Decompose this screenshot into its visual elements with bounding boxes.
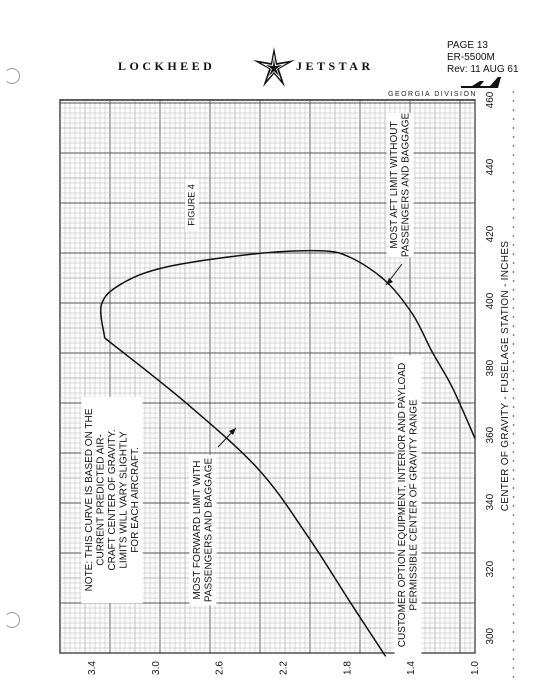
aft-limit-label-line: PASSENGERS AND BAGGAGE xyxy=(400,112,412,258)
x-tick-label: 300 xyxy=(485,627,496,645)
document-number: ER-5500M xyxy=(447,52,495,63)
y-tick-label: 1.0 xyxy=(470,661,481,675)
y-tick-label: 1.8 xyxy=(342,661,354,675)
note-text-line: CURRENT PREDICTED AIR- xyxy=(95,434,107,566)
x-axis-title: CENTER OF GRAVITY - FUSELAGE STATION - INCHES xyxy=(500,240,511,512)
revision-date: Rev: 11 AUG 61 xyxy=(447,64,519,75)
figure-label-line: FIGURE 4 xyxy=(186,184,197,226)
y-tick-label: 2.6 xyxy=(214,661,226,675)
note-text-line: FOR EACH AIRCRAFT. xyxy=(129,447,141,553)
y-tick-label: 3.4 xyxy=(86,661,98,675)
division-label: GEORGIA DIVISION xyxy=(388,91,477,98)
aft-limit-label xyxy=(387,113,414,258)
note-text-line: CRAFT CENTER OF GRAVITY. xyxy=(106,429,118,571)
x-tick-label: 460 xyxy=(485,91,496,109)
range-label-line: CUSTOMER OPTION EQUIPMENT, INTERIOR AND PAYLOAD xyxy=(397,362,409,648)
forward-limit-label-line: PASSENGERS AND BAGGAGE xyxy=(203,457,215,603)
figure-label xyxy=(185,179,199,232)
x-tick-label: 360 xyxy=(485,426,496,444)
range-label-line: PERMISSIBLE CENTER OF GRAVITY RANGE xyxy=(408,399,420,611)
logo-text-jetstar: JETSTAR xyxy=(296,59,374,73)
y-tick-label: 2.2 xyxy=(278,661,290,675)
x-tick-label: 400 xyxy=(485,292,496,310)
logo-text-lockheed: LOCKHEED xyxy=(118,59,216,73)
aft-limit-label-line: MOST AFT LIMIT WITHOUT xyxy=(389,121,401,249)
x-tick-label: 420 xyxy=(485,225,496,243)
x-tick-label: 440 xyxy=(485,158,496,176)
y-tick-label: 1.4 xyxy=(406,661,418,675)
x-tick-label: 380 xyxy=(485,359,496,377)
forward-limit-label xyxy=(190,455,217,606)
x-tick-label: 340 xyxy=(485,493,496,511)
y-tick-label: 3.0 xyxy=(150,661,162,675)
note-text xyxy=(81,397,143,603)
range-label xyxy=(395,355,422,654)
forward-limit-label-line: MOST FORWARD LIMIT WITH xyxy=(192,460,204,600)
page-number: PAGE 13 xyxy=(447,40,488,51)
x-tick-label: 320 xyxy=(485,560,496,578)
note-text-line: LIMITS WILL VARY SLIGHTLY xyxy=(118,431,130,569)
note-text-line: NOTE: THIS CURVE IS BASED ON THE xyxy=(83,408,95,592)
